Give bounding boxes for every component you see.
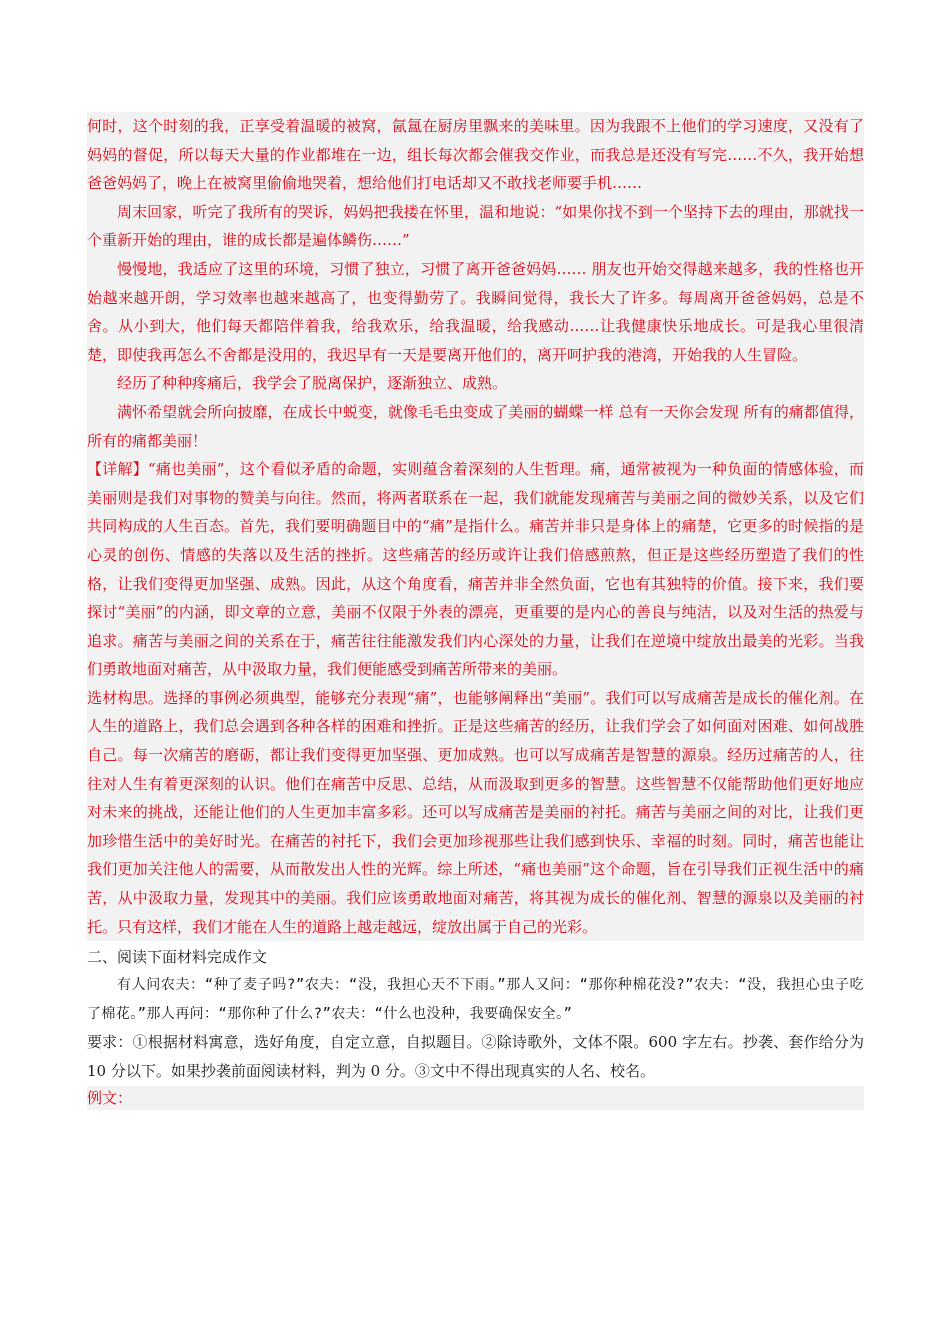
requirements-text: 要求：①根据材料寓意，选好角度，自定立意，自拟题目。②除诗歌外，文体不限。600 字左右。抄袭、套作给分为 10 分以下。如果抄袭前面阅读材料，判为 0 分。③文中不得出现真实的人名、校名。 [87,1033,864,1080]
essay-paragraph-1: 何时，这个时刻的我，正享受着温暖的被窝，氤氲在厨房里飘来的美味里。因为我跟不上他们的学习速度，又没有了妈妈的督促，所以每天大量的作业都堆在一边，组长每次都会催我交作业，而我总是还没有写完……不久，我开始想爸爸妈妈了，晚上在被窝里偷偷地哭着，想给他们打电话却又不敢找老师要手机…… [87,117,864,193]
analysis-label: 【详解】 [87,460,148,479]
section-heading: 二、阅读下面材料完成作文 [87,948,268,967]
essay-paragraph-3: 慢慢地，我适应了这里的环境，习惯了独立，习惯了离开爸爸妈妈…… 朋友也开始交得越来越多，我的性格也开始越来越开朗，学习效率也越来越高了，也变得勤劳了。我瞬间觉得，我长大了许多。每周离开爸爸妈妈，总是不舍。从小到大，他们每天都陪伴着我，给我欢乐，给我温暖，给我感动……让我健康快乐地成长。可是我心里很清楚，即使我再怎么不舍都是没用的，我迟早有一天是要离开他们的，离开呵护我的港湾，开始我的人生冒险。 [87,259,864,364]
essay-paragraph-2: 周末回家，听完了我所有的哭诉，妈妈把我搂在怀里，温和地说：“如果你找不到一个坚持下去的理由，那就找一个重新开始的理由，谁的成长都是遍体鳞伤……” [87,202,864,250]
example-label: 例文： [87,1086,864,1110]
analysis-paragraph-2: 选材构思。选择的事例必须典型，能够充分表现“痛”，也能够阐释出“美丽”。我们可以写成痛苦是成长的催化剂。在人生的道路上，我们总会遇到各种各样的困难和挫折。正是这些痛苦的经历，让我们学会了如何面对困难、如何战胜自己。每一次痛苦的磨砺，都让我们变得更加坚强、更加成熟。也可以写成痛苦是智慧的源泉。经历过痛苦的人，往往对人生有着更深刻的认识。他们在痛苦中反思、总结，从而汲取到更多的智慧。这些智慧不仅能帮助他们更好地应对未来的挑战，还能让他们的人生更加丰富多彩。还可以写成痛苦是美丽的衬托。痛苦与美丽之间的对比，让我们更加珍惜生活中的美好时光。在痛苦的衬托下，我们会更加珍视那些让我们感到快乐、幸福的时刻。同时，痛苦也能让我们更加关注他人的需要，从而散发出人性的光辉。综上所述，“痛也美丽”这个命题，旨在引导我们正视生活中的痛苦，从中汲取力量，发现其中的美丽。我们应该勇敢地面对痛苦，将其视为成长的催化剂、智慧的源泉以及美丽的衬托。只有这样，我们才能在人生的道路上越走越远，绽放出属于自己的光彩。 [87,688,864,936]
essay-answer-block [87,112,864,941]
document-page [87,112,864,1110]
essay-paragraph-4: 经历了种种疼痛后，我学会了脱离保护，逐渐独立、成熟。 [117,374,508,393]
essay-paragraph-5: 满怀希望就会所向披靡，在成长中蜕变，就像毛毛虫变成了美丽的蝴蝶一样 总有一天你会发现 所有的痛都值得，所有的痛都美丽！ [87,402,864,450]
analysis-paragraph-1 [87,455,864,684]
analysis-text: “痛也美丽”，这个看似矛盾的命题，实则蕴含着深刻的人生哲理。痛，通常被视为一种负面的情感体验，而美丽则是我们对事物的赞美与向往。然而，将两者联系在一起，我们就能发现痛苦与美丽之间的微妙关系，以及它们共同构成的人生百态。首先，我们要明确题目中的“痛”是指什么。痛苦并非只是身体上的痛楚，它更多的时候指的是心灵的创伤、情感的失落以及生活的挫折。这些痛苦的经历或许让我们倍感煎熬，但正是这些经历塑造了我们的性格，让我们变得更加坚强、成熟。因此，从这个角度看，痛苦并非全然负面，它也有其独特的价值。接下来，我们要探讨“美丽”的内涵，即文章的立意，美丽不仅限于外表的漂亮，更重要的是内心的善良与纯洁，以及对生活的热爱与追求。痛苦与美丽之间的关系在于，痛苦往往能激发我们内心深处的力量，让我们在逆境中绽放出最美的光彩。当我们勇敢地面对痛苦，从中汲取力量，我们便能感受到痛苦所带来的美丽。 [87,460,864,679]
material-text: 有人问农夫：“种了麦子吗?”农夫：“没，我担心天不下雨。”那人又问：“那你种棉花没?”农夫：“没，我担心虫子吃了棉花。”那人再问：“那你种了什么?”农夫：“什么也没种，我要确保安全。” [87,977,864,1022]
